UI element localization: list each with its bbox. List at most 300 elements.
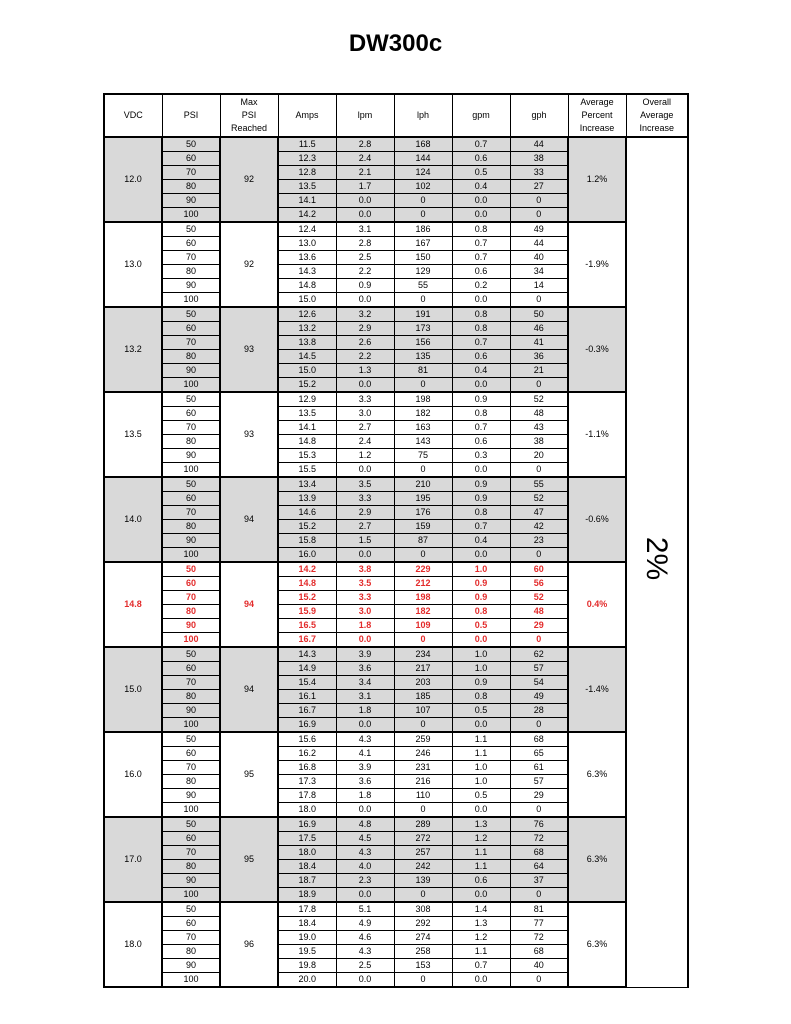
gph-cell: 0 <box>510 194 568 208</box>
lph-cell: 156 <box>394 336 452 350</box>
gpm-cell: 0.0 <box>452 718 510 733</box>
header-text: Overall <box>642 97 671 107</box>
amps-cell: 15.0 <box>278 293 336 308</box>
gph-cell: 29 <box>510 619 568 633</box>
lpm-cell: 2.7 <box>336 421 394 435</box>
psi-cell: 60 <box>162 747 220 761</box>
lph-cell: 185 <box>394 690 452 704</box>
psi-cell: 70 <box>162 591 220 605</box>
gph-cell: 76 <box>510 817 568 832</box>
psi-cell: 50 <box>162 732 220 747</box>
psi-cell: 70 <box>162 846 220 860</box>
table-row <box>104 732 688 747</box>
amps-cell: 15.3 <box>278 449 336 463</box>
psi-cell: 60 <box>162 152 220 166</box>
lph-cell: 176 <box>394 506 452 520</box>
header-text: Max <box>240 97 258 107</box>
header-psi <box>162 94 220 137</box>
page-title: DW300c <box>348 30 443 57</box>
gpm-cell: 0.0 <box>452 293 510 308</box>
amps-cell: 17.3 <box>278 775 336 789</box>
lph-cell: 198 <box>394 392 452 407</box>
amps-cell: 15.9 <box>278 605 336 619</box>
table-row <box>104 477 688 492</box>
avg-percent-cell: 6.3% <box>568 817 626 902</box>
lpm-cell: 3.8 <box>336 562 394 577</box>
gph-cell: 0 <box>510 463 568 478</box>
lpm-cell: 0.0 <box>336 463 394 478</box>
lpm-cell: 0.0 <box>336 378 394 393</box>
lpm-cell: 1.8 <box>336 619 394 633</box>
lpm-cell: 2.7 <box>336 520 394 534</box>
gph-cell: 29 <box>510 789 568 803</box>
amps-cell: 20.0 <box>278 973 336 988</box>
amps-cell: 18.0 <box>278 846 336 860</box>
psi-cell: 60 <box>162 662 220 676</box>
psi-cell: 80 <box>162 860 220 874</box>
lpm-cell: 2.3 <box>336 874 394 888</box>
gph-cell: 38 <box>510 152 568 166</box>
gph-cell: 43 <box>510 421 568 435</box>
psi-cell: 50 <box>162 817 220 832</box>
table-body <box>104 137 688 987</box>
table-row <box>104 137 688 152</box>
amps-cell: 14.1 <box>278 421 336 435</box>
lph-cell: 87 <box>394 534 452 548</box>
amps-cell: 16.0 <box>278 548 336 563</box>
lph-cell: 289 <box>394 817 452 832</box>
amps-cell: 14.8 <box>278 279 336 293</box>
gpm-cell: 1.1 <box>452 860 510 874</box>
lph-cell: 186 <box>394 222 452 237</box>
psi-cell: 60 <box>162 492 220 506</box>
lpm-cell: 4.5 <box>336 832 394 846</box>
gph-cell: 54 <box>510 676 568 690</box>
gpm-cell: 0.6 <box>452 265 510 279</box>
psi-cell: 90 <box>162 364 220 378</box>
amps-cell: 17.8 <box>278 902 336 917</box>
amps-cell: 15.2 <box>278 520 336 534</box>
psi-cell: 80 <box>162 520 220 534</box>
table-row <box>104 902 688 917</box>
psi-cell: 50 <box>162 477 220 492</box>
gph-cell: 81 <box>510 902 568 917</box>
psi-cell: 60 <box>162 322 220 336</box>
gph-cell: 65 <box>510 747 568 761</box>
amps-cell: 18.9 <box>278 888 336 903</box>
lpm-cell: 3.1 <box>336 222 394 237</box>
amps-cell: 13.9 <box>278 492 336 506</box>
gph-cell: 0 <box>510 208 568 223</box>
gpm-cell: 0.9 <box>452 591 510 605</box>
lph-cell: 0 <box>394 194 452 208</box>
vdc-cell: 13.2 <box>104 307 162 392</box>
lph-cell: 274 <box>394 931 452 945</box>
gph-cell: 38 <box>510 435 568 449</box>
gph-cell: 62 <box>510 647 568 662</box>
amps-cell: 19.8 <box>278 959 336 973</box>
header-text: PSI <box>183 110 199 120</box>
header-overall-average-increase <box>626 94 688 137</box>
lph-cell: 0 <box>394 548 452 563</box>
max-psi-cell: 92 <box>220 137 278 222</box>
lph-cell: 0 <box>394 803 452 818</box>
gpm-cell: 1.2 <box>452 832 510 846</box>
amps-cell: 19.0 <box>278 931 336 945</box>
psi-cell: 60 <box>162 917 220 931</box>
lph-cell: 198 <box>394 591 452 605</box>
gpm-cell: 1.1 <box>452 747 510 761</box>
gph-cell: 68 <box>510 732 568 747</box>
lpm-cell: 2.9 <box>336 506 394 520</box>
gpm-cell: 0.8 <box>452 506 510 520</box>
vdc-cell: 14.8 <box>104 562 162 647</box>
vdc-cell: 12.0 <box>104 137 162 222</box>
gph-cell: 68 <box>510 945 568 959</box>
gph-cell: 34 <box>510 265 568 279</box>
table-row <box>104 392 688 407</box>
psi-cell: 80 <box>162 265 220 279</box>
lph-cell: 139 <box>394 874 452 888</box>
header-text: VDC <box>123 110 143 120</box>
table-row <box>104 562 688 577</box>
gph-cell: 72 <box>510 931 568 945</box>
lpm-cell: 4.3 <box>336 732 394 747</box>
lpm-cell: 1.7 <box>336 180 394 194</box>
amps-cell: 12.9 <box>278 392 336 407</box>
psi-cell: 90 <box>162 534 220 548</box>
amps-cell: 14.8 <box>278 577 336 591</box>
lph-cell: 203 <box>394 676 452 690</box>
gpm-cell: 0.3 <box>452 449 510 463</box>
gph-cell: 72 <box>510 832 568 846</box>
lph-cell: 0 <box>394 633 452 648</box>
lph-cell: 308 <box>394 902 452 917</box>
lpm-cell: 0.0 <box>336 208 394 223</box>
gpm-cell: 0.0 <box>452 378 510 393</box>
avg-percent-cell: 1.2% <box>568 137 626 222</box>
lph-cell: 109 <box>394 619 452 633</box>
gpm-cell: 0.6 <box>452 435 510 449</box>
psi-cell: 60 <box>162 407 220 421</box>
psi-cell: 50 <box>162 392 220 407</box>
gph-cell: 47 <box>510 506 568 520</box>
gph-cell: 40 <box>510 959 568 973</box>
lph-cell: 144 <box>394 152 452 166</box>
lpm-cell: 0.0 <box>336 973 394 988</box>
gpm-cell: 0.8 <box>452 690 510 704</box>
overall-average-cell <box>626 137 688 987</box>
lpm-cell: 0.0 <box>336 633 394 648</box>
header-average-percent-increase <box>568 94 626 137</box>
lpm-cell: 2.2 <box>336 350 394 364</box>
gph-cell: 0 <box>510 888 568 903</box>
psi-cell: 100 <box>162 633 220 648</box>
gpm-cell: 0.7 <box>452 336 510 350</box>
lpm-cell: 3.0 <box>336 407 394 421</box>
gph-cell: 46 <box>510 322 568 336</box>
gpm-cell: 0.0 <box>452 463 510 478</box>
psi-cell: 50 <box>162 137 220 152</box>
gph-cell: 52 <box>510 591 568 605</box>
gpm-cell: 0.0 <box>452 803 510 818</box>
header-text: lph <box>416 110 429 120</box>
psi-cell: 70 <box>162 931 220 945</box>
gph-cell: 64 <box>510 860 568 874</box>
lpm-cell: 2.8 <box>336 237 394 251</box>
psi-cell: 50 <box>162 562 220 577</box>
amps-cell: 19.5 <box>278 945 336 959</box>
psi-cell: 90 <box>162 704 220 718</box>
psi-cell: 80 <box>162 690 220 704</box>
gpm-cell: 0.5 <box>452 619 510 633</box>
gpm-cell: 0.5 <box>452 704 510 718</box>
header-text: Increase <box>639 123 675 133</box>
amps-cell: 18.4 <box>278 860 336 874</box>
gph-cell: 37 <box>510 874 568 888</box>
psi-cell: 70 <box>162 336 220 350</box>
lph-cell: 0 <box>394 293 452 308</box>
gpm-cell: 1.0 <box>452 662 510 676</box>
gpm-cell: 0.9 <box>452 492 510 506</box>
gph-cell: 50 <box>510 307 568 322</box>
header-vdc <box>104 94 162 137</box>
lpm-cell: 1.5 <box>336 534 394 548</box>
gpm-cell: 0.9 <box>452 477 510 492</box>
amps-cell: 14.5 <box>278 350 336 364</box>
avg-percent-cell: -1.4% <box>568 647 626 732</box>
amps-cell: 14.9 <box>278 662 336 676</box>
lpm-cell: 2.1 <box>336 166 394 180</box>
lph-cell: 55 <box>394 279 452 293</box>
lph-cell: 0 <box>394 973 452 988</box>
lpm-cell: 3.4 <box>336 676 394 690</box>
gpm-cell: 0.6 <box>452 350 510 364</box>
lpm-cell: 2.6 <box>336 336 394 350</box>
gpm-cell: 1.1 <box>452 945 510 959</box>
header-text: Increase <box>579 123 615 133</box>
lph-cell: 173 <box>394 322 452 336</box>
gpm-cell: 0.5 <box>452 789 510 803</box>
lph-cell: 231 <box>394 761 452 775</box>
lph-cell: 210 <box>394 477 452 492</box>
lpm-cell: 4.8 <box>336 817 394 832</box>
lph-cell: 258 <box>394 945 452 959</box>
gph-cell: 0 <box>510 633 568 648</box>
gph-cell: 0 <box>510 803 568 818</box>
lpm-cell: 4.3 <box>336 945 394 959</box>
gph-cell: 77 <box>510 917 568 931</box>
lph-cell: 234 <box>394 647 452 662</box>
amps-cell: 14.3 <box>278 265 336 279</box>
gpm-cell: 0.0 <box>452 888 510 903</box>
lph-cell: 124 <box>394 166 452 180</box>
lph-cell: 257 <box>394 846 452 860</box>
gph-cell: 0 <box>510 548 568 563</box>
psi-cell: 90 <box>162 874 220 888</box>
lph-cell: 150 <box>394 251 452 265</box>
amps-cell: 12.3 <box>278 152 336 166</box>
amps-cell: 17.8 <box>278 789 336 803</box>
gph-cell: 27 <box>510 180 568 194</box>
lph-cell: 0 <box>394 378 452 393</box>
header-amps <box>278 94 336 137</box>
gph-cell: 49 <box>510 690 568 704</box>
amps-cell: 15.2 <box>278 591 336 605</box>
gpm-cell: 0.9 <box>452 676 510 690</box>
psi-cell: 100 <box>162 803 220 818</box>
amps-cell: 15.6 <box>278 732 336 747</box>
gpm-cell: 1.1 <box>452 732 510 747</box>
overall-average-value: 2% <box>640 537 674 581</box>
psi-cell: 70 <box>162 761 220 775</box>
gph-cell: 57 <box>510 775 568 789</box>
psi-cell: 90 <box>162 279 220 293</box>
lph-cell: 229 <box>394 562 452 577</box>
amps-cell: 18.7 <box>278 874 336 888</box>
lph-cell: 0 <box>394 718 452 733</box>
amps-cell: 14.2 <box>278 208 336 223</box>
lpm-cell: 0.0 <box>336 548 394 563</box>
amps-cell: 16.2 <box>278 747 336 761</box>
avg-percent-cell: 6.3% <box>568 732 626 817</box>
gpm-cell: 0.5 <box>452 166 510 180</box>
amps-cell: 13.8 <box>278 336 336 350</box>
max-psi-cell: 93 <box>220 392 278 477</box>
lpm-cell: 3.3 <box>336 492 394 506</box>
lpm-cell: 3.3 <box>336 591 394 605</box>
lph-cell: 259 <box>394 732 452 747</box>
gph-cell: 0 <box>510 293 568 308</box>
lph-cell: 292 <box>394 917 452 931</box>
psi-cell: 50 <box>162 222 220 237</box>
amps-cell: 16.1 <box>278 690 336 704</box>
max-psi-cell: 96 <box>220 902 278 987</box>
amps-cell: 12.4 <box>278 222 336 237</box>
psi-cell: 90 <box>162 619 220 633</box>
amps-cell: 13.2 <box>278 322 336 336</box>
psi-cell: 90 <box>162 959 220 973</box>
gpm-cell: 1.0 <box>452 775 510 789</box>
gph-cell: 48 <box>510 605 568 619</box>
gph-cell: 0 <box>510 718 568 733</box>
lpm-cell: 2.5 <box>336 251 394 265</box>
lph-cell: 102 <box>394 180 452 194</box>
lpm-cell: 0.0 <box>336 718 394 733</box>
psi-cell: 80 <box>162 435 220 449</box>
vdc-cell: 14.0 <box>104 477 162 562</box>
gpm-cell: 0.0 <box>452 633 510 648</box>
lpm-cell: 3.2 <box>336 307 394 322</box>
amps-cell: 15.0 <box>278 364 336 378</box>
vdc-cell: 16.0 <box>104 732 162 817</box>
amps-cell: 16.9 <box>278 718 336 733</box>
gph-cell: 41 <box>510 336 568 350</box>
amps-cell: 16.5 <box>278 619 336 633</box>
psi-cell: 100 <box>162 463 220 478</box>
lph-cell: 182 <box>394 407 452 421</box>
psi-cell: 90 <box>162 789 220 803</box>
header-text: Reached <box>230 123 268 133</box>
table-row <box>104 817 688 832</box>
psi-cell: 50 <box>162 647 220 662</box>
gpm-cell: 1.2 <box>452 931 510 945</box>
vdc-cell: 18.0 <box>104 902 162 987</box>
amps-cell: 14.6 <box>278 506 336 520</box>
lpm-cell: 4.3 <box>336 846 394 860</box>
lph-cell: 81 <box>394 364 452 378</box>
lpm-cell: 3.9 <box>336 647 394 662</box>
psi-cell: 100 <box>162 973 220 988</box>
lph-cell: 168 <box>394 137 452 152</box>
gpm-cell: 0.0 <box>452 548 510 563</box>
max-psi-cell: 93 <box>220 307 278 392</box>
gpm-cell: 0.2 <box>452 279 510 293</box>
gpm-cell: 1.0 <box>452 647 510 662</box>
amps-cell: 13.5 <box>278 407 336 421</box>
lpm-cell: 3.6 <box>336 662 394 676</box>
header-max-psi-reached <box>220 94 278 137</box>
psi-cell: 50 <box>162 307 220 322</box>
lph-cell: 191 <box>394 307 452 322</box>
gpm-cell: 1.0 <box>452 562 510 577</box>
amps-cell: 12.6 <box>278 307 336 322</box>
lpm-cell: 3.6 <box>336 775 394 789</box>
vdc-cell: 13.0 <box>104 222 162 307</box>
header-text: lpm <box>357 110 373 120</box>
header-text: gpm <box>472 110 490 120</box>
psi-cell: 100 <box>162 548 220 563</box>
gpm-cell: 0.8 <box>452 307 510 322</box>
avg-percent-cell: -0.6% <box>568 477 626 562</box>
amps-cell: 17.5 <box>278 832 336 846</box>
lph-cell: 0 <box>394 463 452 478</box>
lpm-cell: 1.2 <box>336 449 394 463</box>
vdc-cell: 17.0 <box>104 817 162 902</box>
psi-cell: 90 <box>162 449 220 463</box>
psi-cell: 70 <box>162 421 220 435</box>
table-row <box>104 222 688 237</box>
header-text: Average <box>640 110 674 120</box>
psi-cell: 70 <box>162 506 220 520</box>
lph-cell: 272 <box>394 832 452 846</box>
header-lpm <box>336 94 394 137</box>
amps-cell: 16.7 <box>278 704 336 718</box>
psi-cell: 90 <box>162 194 220 208</box>
psi-cell: 100 <box>162 293 220 308</box>
avg-percent-cell: 0.4% <box>568 562 626 647</box>
gpm-cell: 0.9 <box>452 577 510 591</box>
lpm-cell: 4.1 <box>336 747 394 761</box>
gph-cell: 57 <box>510 662 568 676</box>
gph-cell: 56 <box>510 577 568 591</box>
lpm-cell: 4.0 <box>336 860 394 874</box>
amps-cell: 18.0 <box>278 803 336 818</box>
psi-cell: 100 <box>162 718 220 733</box>
gph-cell: 21 <box>510 364 568 378</box>
amps-cell: 13.0 <box>278 237 336 251</box>
max-psi-cell: 95 <box>220 817 278 902</box>
header-lph <box>394 94 452 137</box>
gpm-cell: 0.7 <box>452 251 510 265</box>
psi-cell: 50 <box>162 902 220 917</box>
psi-cell: 70 <box>162 251 220 265</box>
psi-cell: 80 <box>162 350 220 364</box>
gph-cell: 44 <box>510 237 568 251</box>
lph-cell: 0 <box>394 888 452 903</box>
lph-cell: 135 <box>394 350 452 364</box>
psi-cell: 100 <box>162 378 220 393</box>
